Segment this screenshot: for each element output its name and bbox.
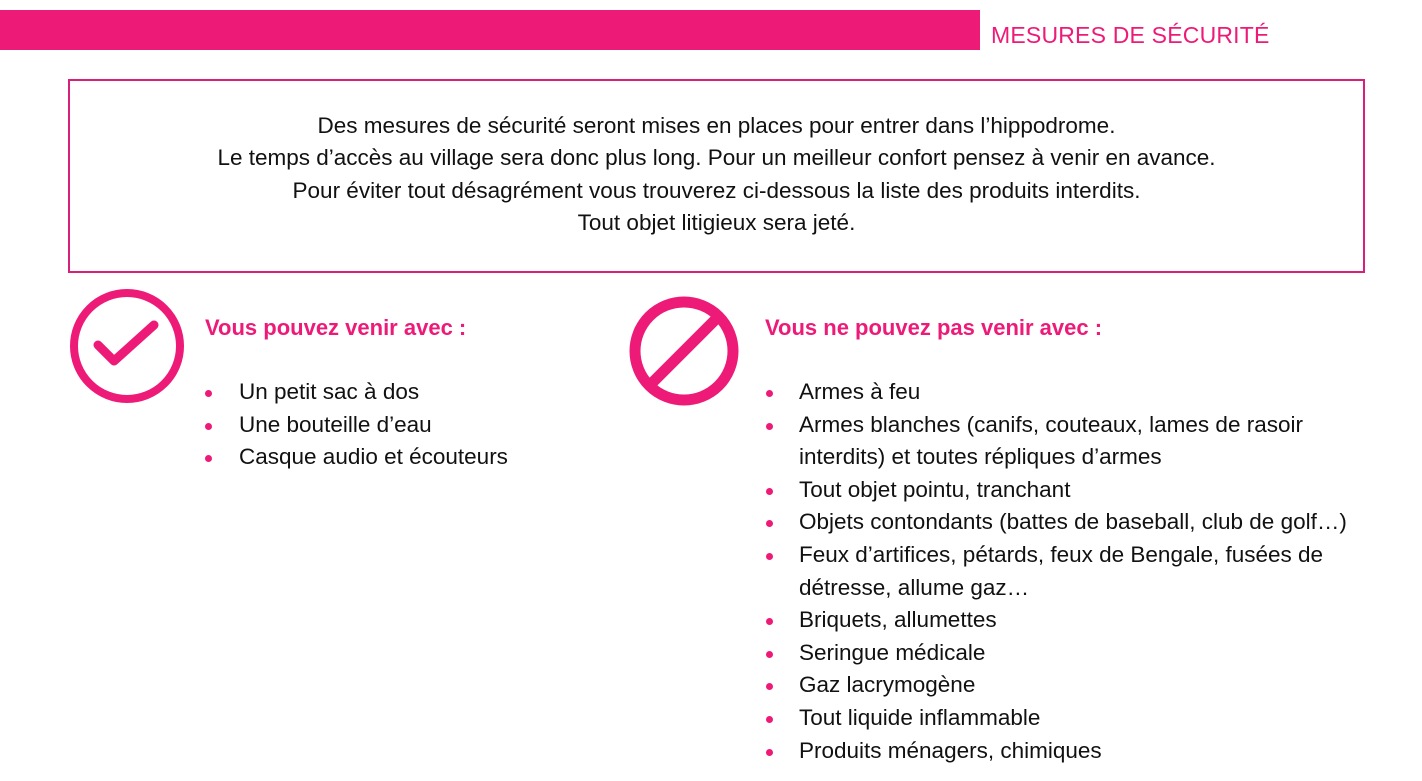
bullet-dot [205,455,212,462]
notice-line: Des mesures de sécurité seront mises en places pour entrer dans l’hippodrome. [317,113,1116,138]
list-item: Produits ménagers, chimiques [799,737,1102,763]
bullet-dot [205,390,212,397]
bullet-dot [766,423,773,430]
list-item: Armes à feu [799,379,921,404]
notice-box [68,79,1365,273]
bullet-dot [766,683,773,690]
notice-line: Pour éviter tout désagrément vous trouverez ci-dessous la liste des produits interdits. [292,178,1141,203]
list-item: Tout liquide inflammable [799,705,1041,730]
list-item: Tout objet pointu, tranchant [799,476,1071,502]
list-item: détresse, allume gaz… [799,574,1030,600]
bullet-dot [766,520,773,527]
list-item: Une bouteille d’eau [239,411,432,437]
bullet-dot [766,618,773,625]
bullet-dot [766,390,773,397]
bullet-dot [766,716,773,723]
bullet-dot [766,553,773,560]
bullet-dot [766,651,773,658]
list-item: Un petit sac à dos [239,379,420,404]
allowed-heading: Vous pouvez venir avec : [205,315,467,340]
notice-line: Le temps d’accès au village sera donc plus long. Pour un meilleur confort pensez à venir en avance. [217,145,1216,170]
list-item: Briquets, allumettes [799,607,997,633]
list-item: Seringue médicale [799,639,986,665]
checkmark-circle-icon [68,288,186,406]
list-item: Feux d’artifices, pétards, feux de Bengale, fusées de [799,542,1324,567]
notice-line: Tout objet litigieux sera jeté. [577,210,856,235]
list-item: Casque audio et écouteurs [239,444,508,470]
list-item: Armes blanches (canifs, couteaux, lames de rasoir [799,411,1303,437]
list-item: Objets contondants (battes de baseball, club de golf…) [799,509,1347,535]
forbidden-heading: Vous ne pouvez pas venir avec : [765,315,1103,340]
bullet-dot [205,423,212,430]
page-title: MESURES DE SÉCURITÉ [991,22,1270,48]
header-accent-bar [0,10,980,50]
list-item: Gaz lacrymogène [799,672,976,698]
bullet-dot [766,749,773,756]
prohibited-icon [628,295,740,407]
bullet-dot [766,488,773,495]
list-item: interdits) et toutes répliques d’armes [799,444,1162,470]
